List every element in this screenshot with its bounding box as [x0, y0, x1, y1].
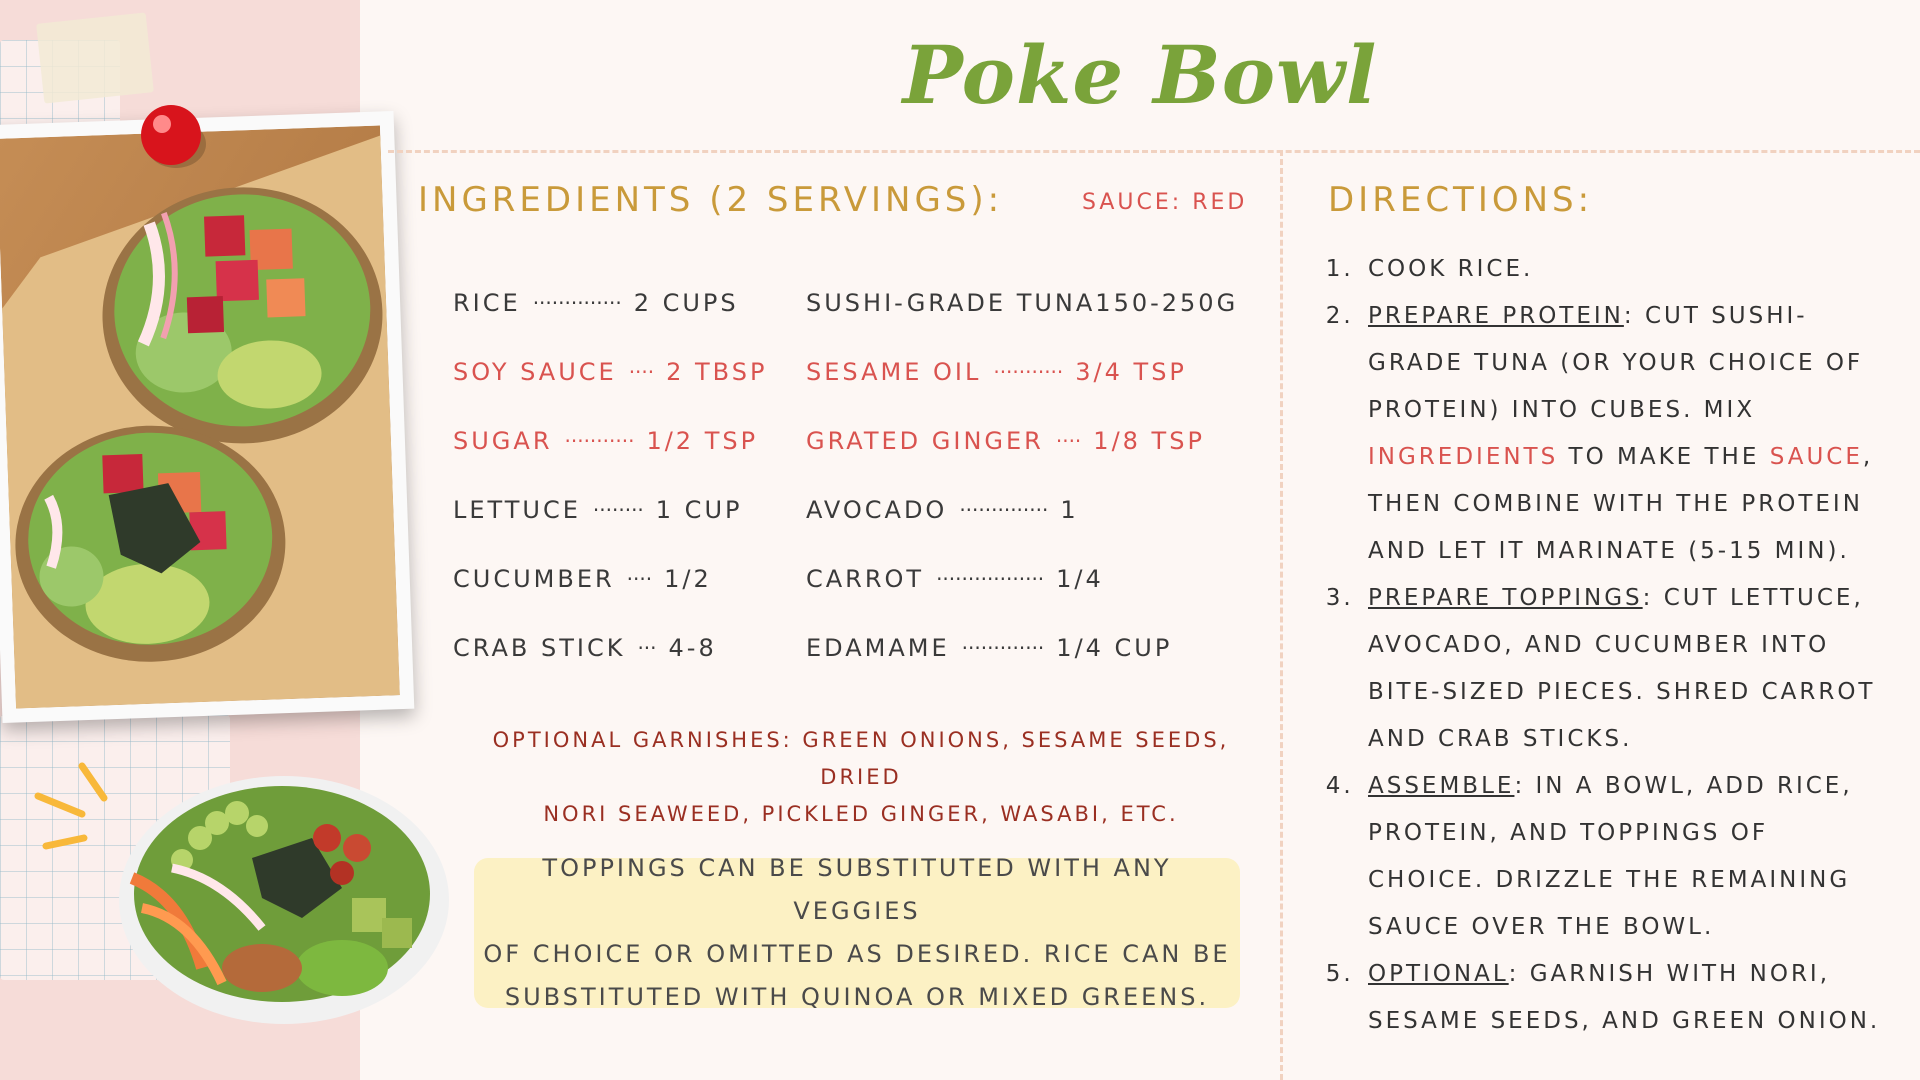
garnish-line-2: NORI SEAWEED, PICKLED GINGER, WASABI, ETC. — [543, 802, 1179, 826]
ingredient-row — [453, 268, 767, 337]
step-label: PREPARE TOPPINGS — [1368, 585, 1643, 611]
ingredient-name: LETTUCE — [453, 495, 581, 524]
step-text: COOK RICE. — [1368, 256, 1534, 282]
ingredient-name: SOY SAUCE — [453, 357, 617, 386]
step-text: TO MAKE THE — [1558, 444, 1770, 470]
step-label: ASSEMBLE — [1368, 773, 1515, 799]
dot-leader: ·············· — [532, 290, 622, 315]
step-label: PREPARE PROTEIN — [1368, 303, 1624, 329]
ingredient-name: AVOCADO — [806, 495, 948, 524]
poke-bowls-photo — [0, 111, 414, 723]
ingredient-quantity: 4-8 — [668, 633, 717, 662]
note-line-3: SUBSTITUTED WITH QUINOA OR MIXED GREENS. — [504, 983, 1210, 1011]
step-text: CUT LETTUCE, AVOCADO, AND CUCUMBER INTO BITE-SIZED PIECES. SHRED CARROT AND CRAB STICKS. — [1368, 585, 1876, 752]
ingredient-quantity: 150-250G — [1095, 288, 1239, 317]
ingredient-quantity: 1/4 CUP — [1056, 633, 1173, 662]
ingredient-row — [806, 406, 1238, 475]
tape-strip — [36, 12, 154, 103]
ingredient-quantity: 1/4 — [1056, 564, 1104, 593]
ingredient-name: CARROT — [806, 564, 925, 593]
dot-leader: ············· — [961, 635, 1045, 660]
ingredient-quantity: 1/8 TSP — [1093, 426, 1205, 455]
dot-leader: ··· — [637, 635, 657, 660]
directions-heading: DIRECTIONS: — [1328, 180, 1594, 220]
horizontal-divider — [388, 150, 1920, 153]
ingredient-row — [453, 544, 767, 613]
ingredient-row — [453, 475, 767, 544]
ingredient-name: GRATED GINGER — [806, 426, 1044, 455]
vertical-divider — [1280, 150, 1283, 1080]
step-label: OPTIONAL — [1368, 961, 1509, 987]
step-text: GARNISH WITH NORI, SESAME SEEDS, AND GREEN ONION. — [1368, 961, 1881, 1034]
dot-leader: ··········· — [993, 359, 1064, 384]
ingredients-heading: INGREDIENTS (2 SERVINGS): — [418, 180, 1004, 220]
ingredients-right-column — [806, 268, 1238, 682]
sauce-legend: SAUCE: RED — [1082, 190, 1248, 215]
substitution-note — [474, 854, 1240, 1011]
direction-step: 4. ASSEMBLE: IN A BOWL, ADD RICE, PROTEIN, AND TOPPINGS OF CHOICE. DRIZZLE THE REMAINING SAUCE OVER THE BOWL. — [1364, 763, 1888, 951]
page-title: Poke Bowl — [902, 28, 1378, 122]
dot-leader: ················· — [936, 566, 1045, 591]
direction-step: 5. OPTIONAL: GARNISH WITH NORI, SESAME SEEDS, AND GREEN ONION. — [1364, 951, 1888, 1045]
ingredient-row — [806, 268, 1238, 337]
two-bowls-illustration — [0, 125, 400, 708]
optional-garnishes — [466, 722, 1256, 833]
ingredient-name: RICE — [453, 288, 521, 317]
ingredient-row — [806, 544, 1238, 613]
dot-leader: ··········· — [564, 428, 635, 453]
ingredient-quantity: 1/2 — [664, 564, 712, 593]
ingredient-quantity: 1 CUP — [655, 495, 743, 524]
sauce-highlight-text: INGREDIENTS — [1368, 444, 1559, 470]
accent-lines-icon — [32, 758, 112, 858]
dot-leader: ·············· — [959, 497, 1049, 522]
ingredient-name: CUCUMBER — [453, 564, 615, 593]
ingredient-quantity: 1/2 TSP — [646, 426, 759, 455]
garnish-line-1: OPTIONAL GARNISHES: GREEN ONIONS, SESAME SEEDS, DRIED — [492, 728, 1230, 789]
ingredient-row — [806, 613, 1238, 682]
ingredients-left-column — [453, 268, 767, 682]
direction-step: 3. PREPARE TOPPINGS: CUT LETTUCE, AVOCADO, AND CUCUMBER INTO BITE-SIZED PIECES. SHRED CARROT AND CRAB STICKS. — [1364, 575, 1888, 763]
topped-bowl-photo — [112, 768, 452, 1028]
ingredient-quantity: 2 TBSP — [666, 357, 768, 386]
ingredient-row — [806, 475, 1238, 544]
dot-leader: ········ — [592, 497, 644, 522]
note-line-1: TOPPINGS CAN BE SUBSTITUTED WITH ANY VEGGIES — [542, 854, 1172, 925]
step-text: IN A BOWL, ADD RICE, PROTEIN, AND TOPPINGS OF CHOICE. DRIZZLE THE REMAINING SAUCE OVER THE BOWL. — [1368, 773, 1853, 940]
ingredient-row — [453, 406, 767, 475]
sauce-highlight-text: SAUCE — [1769, 444, 1863, 470]
ingredient-row — [806, 337, 1238, 406]
note-line-2: OF CHOICE OR OMITTED AS DESIRED. RICE CAN BE — [483, 940, 1231, 968]
step-text: CUT SUSHI-GRADE TUNA (OR YOUR CHOICE OF PROTEIN) INTO CUBES. MIX — [1368, 303, 1864, 423]
ingredient-row — [453, 613, 767, 682]
ingredient-name: SESAME OIL — [806, 357, 982, 386]
ingredient-name: CRAB STICK — [453, 633, 626, 662]
ingredient-name: EDAMAME — [806, 633, 950, 662]
ingredient-quantity: 1 — [1060, 495, 1079, 524]
direction-step: 2. PREPARE PROTEIN: CUT SUSHI-GRADE TUNA (OR YOUR CHOICE OF PROTEIN) INTO CUBES. MIX INGREDIENTS TO MAKE THE SAUCE, THEN COMBINE WITH THE PROTEIN AND LET IT MARINATE (5-15 MIN). — [1364, 293, 1888, 575]
directions-list — [1328, 246, 1888, 1045]
ingredient-quantity: 3/4 TSP — [1075, 357, 1187, 386]
dot-leader: ···· — [628, 359, 655, 384]
ingredient-row — [453, 337, 767, 406]
red-pushpin-icon — [138, 102, 208, 172]
step-text: , THEN COMBINE WITH THE PROTEIN AND LET IT MARINATE (5-15 MIN). — [1368, 444, 1874, 564]
ingredient-name: SUSHI-GRADE TUNA — [806, 288, 1096, 317]
dot-leader: ···· — [626, 566, 653, 591]
direction-step — [1364, 246, 1888, 293]
ingredient-quantity: 2 CUPS — [633, 288, 739, 317]
dot-leader: ···· — [1055, 428, 1082, 453]
ingredient-name: SUGAR — [453, 426, 553, 455]
